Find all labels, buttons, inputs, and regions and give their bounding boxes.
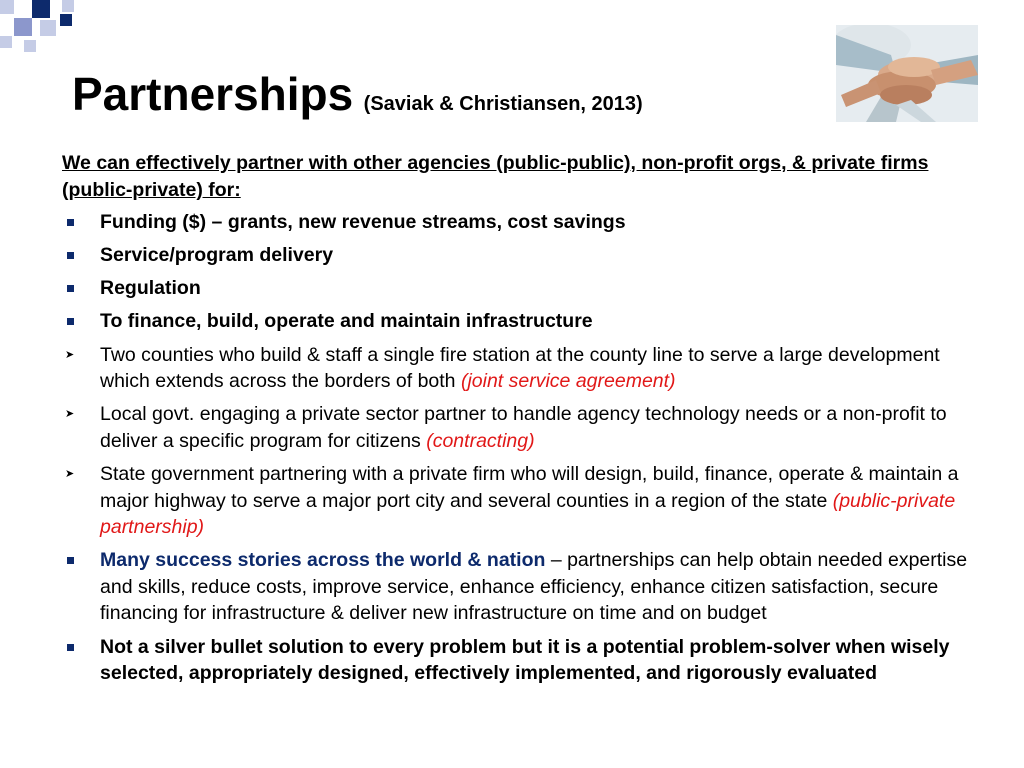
slide-title: Partnerships: [72, 68, 354, 120]
square-bullet-icon: [65, 308, 85, 334]
bullet-text: To finance, build, operate and maintain infrastructure: [100, 310, 593, 333]
bullet-text: Regulation: [100, 277, 201, 300]
square-bullet-icon: [65, 242, 85, 268]
list-item: [62, 401, 972, 454]
square-bullet-icon: [65, 209, 85, 235]
bullet-text: Two counties who build & staff a single fire station at the county line to serve a large development which extends across the borders of both: [100, 343, 940, 393]
list-item: [62, 547, 972, 627]
bullet-text: Local govt. engaging a private sector partner to handle agency technology needs or a non-profit to deliver a specific program for citizens: [100, 403, 947, 452]
list-item: [62, 308, 972, 335]
bullet-text: Service/program delivery: [100, 244, 334, 267]
list-item: [62, 634, 972, 687]
arrow-bullet-icon: ➤: [65, 408, 75, 421]
intro-text: We can effectively partner with other agencies (public-public), non-profit orgs, & private firms (public-private) for:: [62, 152, 929, 201]
square-bullet-icon: [65, 634, 85, 660]
square-bullet-icon: [65, 275, 85, 301]
list-item: [62, 209, 972, 236]
slide-body: [62, 150, 972, 693]
decorative-squares: [0, 0, 80, 62]
arrow-bullet-icon: ➤: [65, 348, 75, 361]
list-item: [62, 242, 972, 269]
bullet-list: [62, 209, 972, 687]
slide-title-block: [72, 66, 643, 122]
bullet-text: State government partnering with a private firm who will design, build, finance, operate & maintain a major highway to serve a major port city and several counties in a region of the state: [100, 462, 959, 512]
hands-stacked-photo: [836, 25, 978, 122]
bullet-emphasis: (contracting): [426, 429, 535, 452]
bullet-lead: Many success stories across the world & nation: [100, 549, 546, 572]
list-item: [62, 461, 972, 541]
title-citation: (Saviak & Christiansen, 2013): [363, 93, 643, 115]
bullet-text: – partnerships can help obtain needed expertise and skills, reduce costs, improve service, enhance efficiency, enhance citizen satisfaction, secure financing for infrastructure & deliver new infrastructure on time and on budget: [100, 549, 968, 625]
bullet-text: Funding ($) – grants, new revenue streams, cost savings: [100, 211, 626, 234]
arrow-bullet-icon: ➤: [65, 467, 75, 480]
square-bullet-icon: [65, 547, 85, 573]
bullet-emphasis: (public-private partnership): [100, 489, 956, 539]
list-item: [62, 342, 972, 395]
bullet-text: Not a silver bullet solution to every problem but it is a potential problem-solver when wisely selected, appropriately designed, effectively implemented, and rigorously evaluated: [100, 635, 950, 685]
bullet-emphasis: (joint service agreement): [460, 370, 676, 393]
hands-photo-illustration: [836, 25, 978, 122]
list-item: [62, 275, 972, 302]
